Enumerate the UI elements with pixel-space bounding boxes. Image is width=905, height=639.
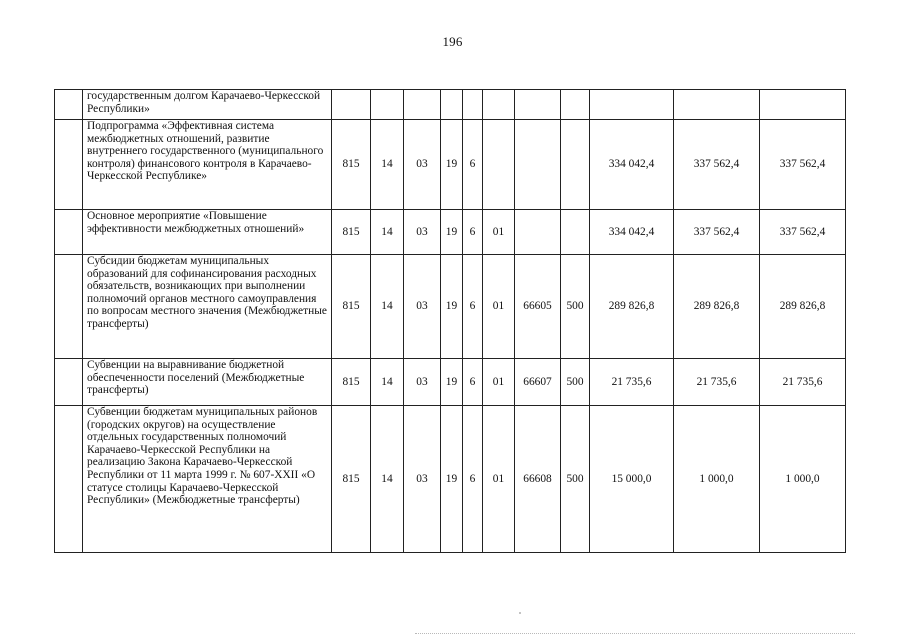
row-index-cell bbox=[55, 255, 83, 359]
event-code: 01 bbox=[483, 406, 515, 553]
subprogram-code: 6 bbox=[463, 120, 483, 210]
amount-year-3: 1 000,0 bbox=[760, 406, 846, 553]
row-name: Субвенции бюджетам муниципальных районов (городских округов) на осуществление отдельных государственных полномочий Карачаево-Черкесской Республики на реализацию Закона Карачаево-Черкесской Республики от 11 марта 1999 г. № 607-XXII «О статусе столицы Карачаево-Черкесской Республики» (Межбюджетные трансферты) bbox=[83, 406, 332, 553]
table-row bbox=[55, 359, 846, 406]
row-index-cell bbox=[55, 210, 83, 255]
row-name: Подпрограмма «Эффективная система межбюджетных отношений, развитие внутреннего государственного (муниципального контроля) финансового контроля в Карачаево-Черкесской Республике» bbox=[83, 120, 332, 210]
expense-type-code bbox=[561, 120, 590, 210]
admin-code: 815 bbox=[332, 359, 371, 406]
subprogram-code: 6 bbox=[463, 255, 483, 359]
page-number: 196 bbox=[442, 34, 463, 49]
amount-year-1: 334 042,4 bbox=[590, 120, 674, 210]
amount-year-1: 334 042,4 bbox=[590, 210, 674, 255]
amount-year-2: 337 562,4 bbox=[674, 210, 760, 255]
scan-artifact-line bbox=[415, 633, 855, 634]
amount-year-3 bbox=[760, 90, 846, 120]
section-code: 14 bbox=[371, 406, 404, 553]
program-code: 19 bbox=[441, 406, 463, 553]
subsection-code: 03 bbox=[404, 120, 441, 210]
direction-code bbox=[515, 210, 561, 255]
expense-type-code bbox=[561, 210, 590, 255]
amount-year-2: 289 826,8 bbox=[674, 255, 760, 359]
row-name: Субсидии бюджетам муниципальных образований для софинансирования расходных обязательств, возникающих при выполнении полномочий органов местного самоуправления по вопросам местного значения (Межбюджетные трансферты) bbox=[83, 255, 332, 359]
amount-year-2: 1 000,0 bbox=[674, 406, 760, 553]
row-name: государственным долгом Карачаево-Черкесской Республики» bbox=[83, 90, 332, 120]
section-code: 14 bbox=[371, 120, 404, 210]
expense-type-code bbox=[561, 90, 590, 120]
direction-code: 66605 bbox=[515, 255, 561, 359]
amount-year-1: 289 826,8 bbox=[590, 255, 674, 359]
subprogram-code bbox=[463, 90, 483, 120]
table-row bbox=[55, 90, 846, 120]
table-row bbox=[55, 406, 846, 553]
event-code bbox=[483, 90, 515, 120]
amount-year-1: 15 000,0 bbox=[590, 406, 674, 553]
row-name: Основное мероприятие «Повышение эффективности межбюджетных отношений» bbox=[83, 210, 332, 255]
subsection-code: 03 bbox=[404, 210, 441, 255]
subsection-code: 03 bbox=[404, 359, 441, 406]
section-code bbox=[371, 90, 404, 120]
direction-code bbox=[515, 120, 561, 210]
admin-code: 815 bbox=[332, 255, 371, 359]
event-code: 01 bbox=[483, 359, 515, 406]
admin-code: 815 bbox=[332, 210, 371, 255]
direction-code: 66608 bbox=[515, 406, 561, 553]
section-code: 14 bbox=[371, 359, 404, 406]
table-row bbox=[55, 120, 846, 210]
event-code bbox=[483, 120, 515, 210]
expense-type-code: 500 bbox=[561, 255, 590, 359]
subsection-code: 03 bbox=[404, 255, 441, 359]
amount-year-3: 337 562,4 bbox=[760, 120, 846, 210]
row-index-cell bbox=[55, 90, 83, 120]
table-row bbox=[55, 210, 846, 255]
scan-artifact-dot bbox=[519, 612, 521, 614]
amount-year-2: 337 562,4 bbox=[674, 120, 760, 210]
section-code: 14 bbox=[371, 210, 404, 255]
budget-table bbox=[54, 89, 846, 553]
program-code: 19 bbox=[441, 210, 463, 255]
subprogram-code: 6 bbox=[463, 359, 483, 406]
row-name: Субвенции на выравнивание бюджетной обеспеченности поселений (Межбюджетные трансферты) bbox=[83, 359, 332, 406]
table-row bbox=[55, 255, 846, 359]
program-code bbox=[441, 90, 463, 120]
row-index-cell bbox=[55, 359, 83, 406]
amount-year-1: 21 735,6 bbox=[590, 359, 674, 406]
event-code: 01 bbox=[483, 210, 515, 255]
program-code: 19 bbox=[441, 120, 463, 210]
direction-code bbox=[515, 90, 561, 120]
subsection-code: 03 bbox=[404, 406, 441, 553]
amount-year-3: 337 562,4 bbox=[760, 210, 846, 255]
amount-year-3: 21 735,6 bbox=[760, 359, 846, 406]
section-code: 14 bbox=[371, 255, 404, 359]
amount-year-2: 21 735,6 bbox=[674, 359, 760, 406]
admin-code: 815 bbox=[332, 406, 371, 553]
admin-code: 815 bbox=[332, 120, 371, 210]
expense-type-code: 500 bbox=[561, 359, 590, 406]
amount-year-3: 289 826,8 bbox=[760, 255, 846, 359]
subsection-code bbox=[404, 90, 441, 120]
admin-code bbox=[332, 90, 371, 120]
subprogram-code: 6 bbox=[463, 406, 483, 553]
amount-year-2 bbox=[674, 90, 760, 120]
event-code: 01 bbox=[483, 255, 515, 359]
program-code: 19 bbox=[441, 255, 463, 359]
direction-code: 66607 bbox=[515, 359, 561, 406]
program-code: 19 bbox=[441, 359, 463, 406]
row-index-cell bbox=[55, 120, 83, 210]
subprogram-code: 6 bbox=[463, 210, 483, 255]
expense-type-code: 500 bbox=[561, 406, 590, 553]
row-index-cell bbox=[55, 406, 83, 553]
amount-year-1 bbox=[590, 90, 674, 120]
